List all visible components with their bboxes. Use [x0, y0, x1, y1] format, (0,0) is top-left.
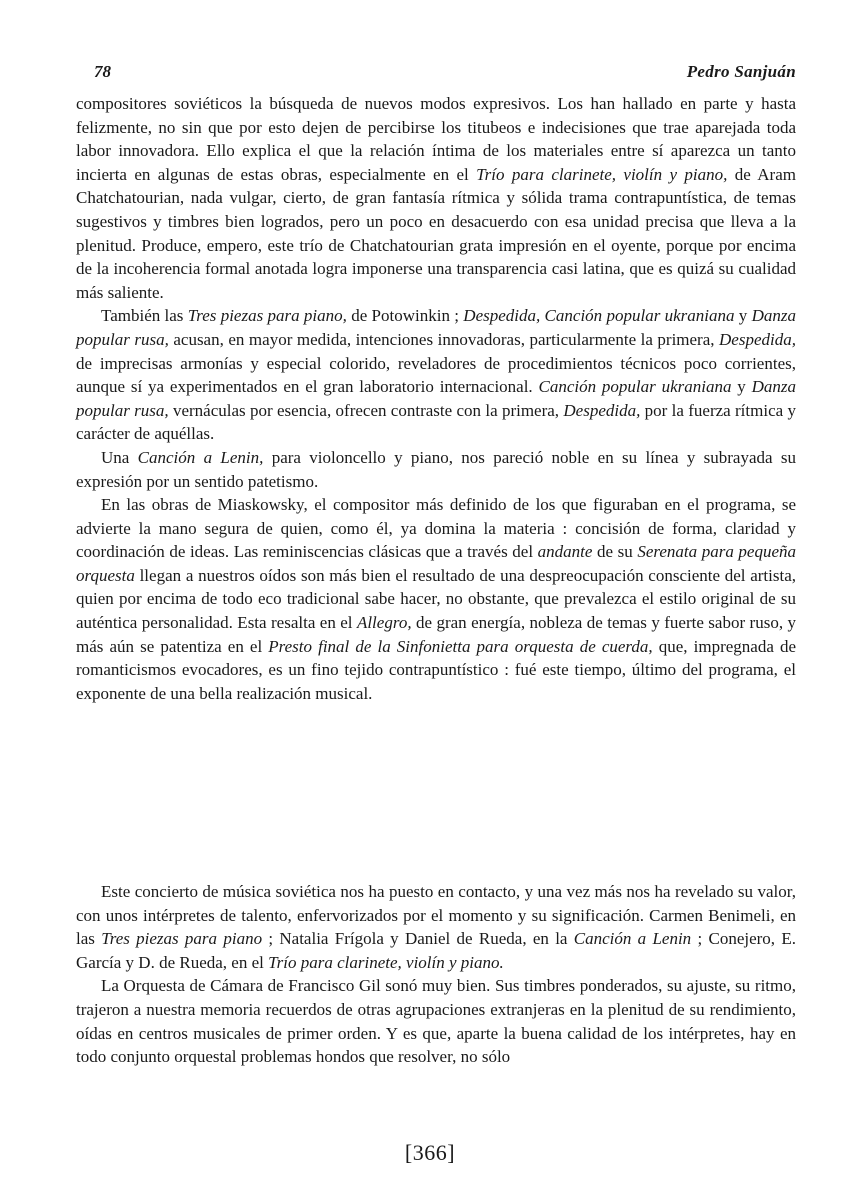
paragraph: También las Tres piezas para piano, de Potowinkin ; Despedida, Canción popular ukraniana y Danza popular rusa, acusan, en mayor medida, intenciones innovadoras, particularmente la primera, Despedida, de imprecisas armonías y especial colorido, reveladores de procedimientos técnicos poco corrientes, aunque sí ya experimentados en el gran laboratorio internacional. Canción popular ukraniana y Danza popular rusa, vernáculas por esencia, ofrecen contraste con la primera, Despedida, por la fuerza rítmica y carácter de aquéllas.	[76, 306, 797, 444]
paragraph: Una Canción a Lenin, para violoncello y piano, nos pareció noble en su línea y subrayada su expresión por un sentido patetismo.	[76, 447, 796, 491]
work-title: Canción a Lenin,	[137, 447, 264, 467]
page-header	[94, 62, 796, 88]
article-body	[76, 92, 796, 705]
work-title: Despedida,	[719, 329, 796, 349]
work-title: Trío para clarinete, violín y piano.	[268, 952, 504, 972]
work-title: Danza popular rusa,	[76, 306, 797, 349]
paragraph: compositores soviéticos la búsqueda de nuevos modos expresivos. Los han hallado en parte y hasta felizmente, no sin que por esto dejen de percibirse los titubeos e indecisiones que trae aparejada toda labor innovadora. Ello explica el que la relación íntima de los materiales entre sí aparezca un tanto incierta en algunas de estas obras, especialmente en el Trío para clarinete, violín y piano, de Aram Chatchatourian, nada vulgar, cierto, de gran fantasía rítmica y sólida trama contrapuntística, de temas sugestivos y timbres bien logrados, pero un poco en desacuerdo con esa unidad precisa que lleva a la plenitud. Produce, empero, este trío de Chatchatourian grata impresión en el oyente, porque por encima de la incoherencia formal anotada logra imponerse una transparencia casi latina, que es quizá su cualidad más saliente.	[76, 94, 796, 302]
work-title: Tres piezas para piano,	[187, 306, 347, 326]
folio-number: [366]	[404, 1140, 456, 1165]
paragraph: Este concierto de música soviética nos ha puesto en contacto, y una vez más nos ha revelado su valor, con unos intérpretes de talento, enfervorizados por el momento y su significación. Carmen Benimeli, en las Tres piezas para piano ; Natalia Frígola y Daniel de Rueda, en la Canción a Lenin ; Conejero, E. García y D. de Rueda, en el Trío para clarinete, violín y piano.	[76, 882, 796, 972]
running-head: Pedro Sanjuán	[686, 62, 796, 81]
work-title: Tres piezas para piano	[101, 929, 263, 949]
work-title: Danza popular rusa,	[76, 377, 796, 420]
work-title: Presto final de la Sinfonietta para orquesta de cuerda,	[268, 636, 653, 656]
paragraph: En las obras de Miaskowsky, el compositor más definido de los que figuraban en el programa, se advierte la mano segura de quien, como él, ya domina la materia : concisión de forma, claridad y coordinación de ideas. Las reminiscencias clásicas que a través del andante de su Serenata para pequeña orquesta llegan a nuestros oídos son más bien el resultado de una despreocupación consciente del artista, quien por encima de todo eco tradicional sabe hacer, no obstante, que prevalezca el estilo original de su auténtica personalidad. Esta resalta en el Allegro, de gran energía, nobleza de temas y fuerte sabor ruso, y más aún se patentiza en el Presto final de la Sinfonietta para orquesta de cuerda, que, impregnada de romanticismos evocadores, es un fino tejido contrapuntístico : fué este tiempo, último del programa, el exponente de una bella realización musical.	[76, 495, 796, 703]
page-number: 78	[94, 62, 111, 81]
paragraph: La Orquesta de Cámara de Francisco Gil sonó muy bien. Sus timbres ponderados, su ajuste, su ritmo, trajeron a nuestra memoria recuerdos de otras agrupaciones extranjeras en la plenitud de su rendimiento, oídas en centros musicales de primer orden. Y es que, aparte la buena calidad de los intérpretes, hay en todo conjunto orquestal problemas hondos que resolver, no sólo	[76, 976, 796, 1067]
work-title: andante	[537, 542, 593, 562]
work-title: Allegro,	[356, 613, 412, 633]
work-title: Serenata para pequeña orquesta	[76, 542, 796, 585]
work-title: Despedida,	[563, 400, 641, 420]
article-body-continued	[76, 880, 796, 1069]
work-title: Canción popular ukraniana	[538, 377, 732, 397]
work-title: Trío para clarinete, violín y piano,	[476, 164, 728, 184]
work-title: Canción a Lenin	[573, 929, 692, 949]
work-title: Despedida, Canción popular ukraniana	[463, 306, 735, 326]
